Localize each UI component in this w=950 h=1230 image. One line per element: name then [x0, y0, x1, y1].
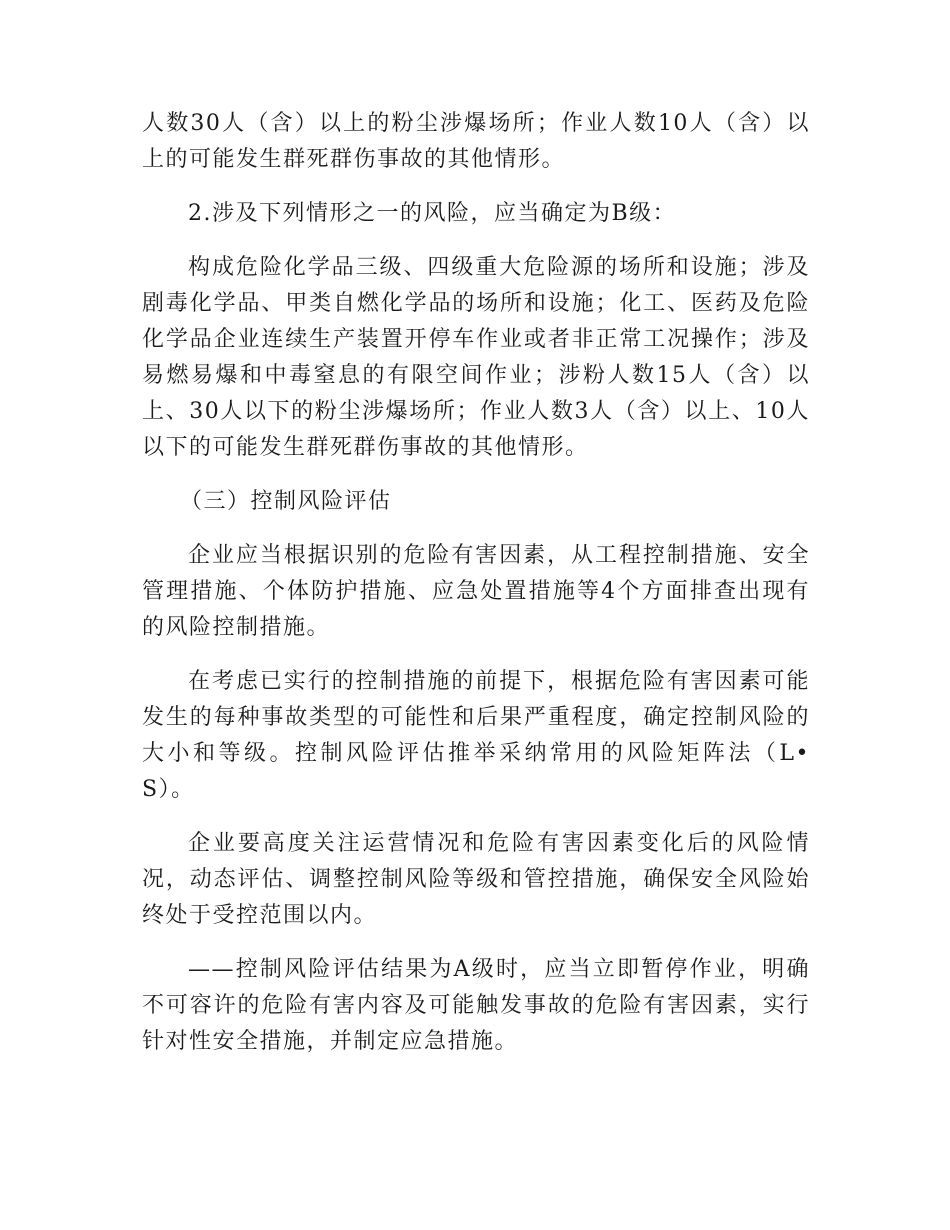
paragraph-level-b-criteria: 构成危险化学品三级、四级重大危险源的场所和设施；涉及剧毒化学品、甲类自燃化学品的场所和设施；化工、医药及危险化学品企业连续生产装置开停车作业或者非正常工况操作；涉及易燃易爆和中毒窒息的有限空间作业；涉粉人数15人（含）以上、30人以下的粉尘涉爆场所；作业人数3人（含）以上、10人以下的可能发生群死群伤事故的其他情形。 [142, 255, 810, 460]
section-heading-control-risk-assessment: （三）控制风险评估 [180, 489, 392, 514]
paragraph-control-measures: 企业应当根据识别的危险有害因素，从工程控制措施、安全管理措施、个体防护措施、应急处置措施等4个方面排查出现有的风险控制措施。 [142, 543, 810, 640]
document-body [142, 106, 810, 1078]
paragraph-dynamic-assessment: 企业要高度关注运营情况和危险有害因素变化后的风险情况，动态评估、调整控制风险等级和管控措施，确保安全风险始终处于受控范围以内。 [142, 831, 810, 928]
paragraph-continuation: 人数30人（含）以上的粉尘涉爆场所；作业人数10人（含）以上的可能发生群死群伤事故的其他情形。 [142, 111, 810, 172]
paragraph-risk-matrix: 在考虑已实行的控制措施的前提下，根据危险有害因素可能发生的每种事故类型的可能性和后果严重程度，确定控制风险的大小和等级。控制风险评估推举采纳常用的风险矩阵法（L•S）。 [142, 669, 810, 802]
paragraph-level-a-action: ——控制风险评估结果为A级时，应当立即暂停作业，明确不可容许的危险有害内容及可能触发事故的危险有害因素，实行针对性安全措施，并制定应急措施。 [142, 957, 810, 1054]
paragraph-item-2-heading: 2.涉及下列情形之一的风险，应当确定为B级： [188, 201, 677, 226]
